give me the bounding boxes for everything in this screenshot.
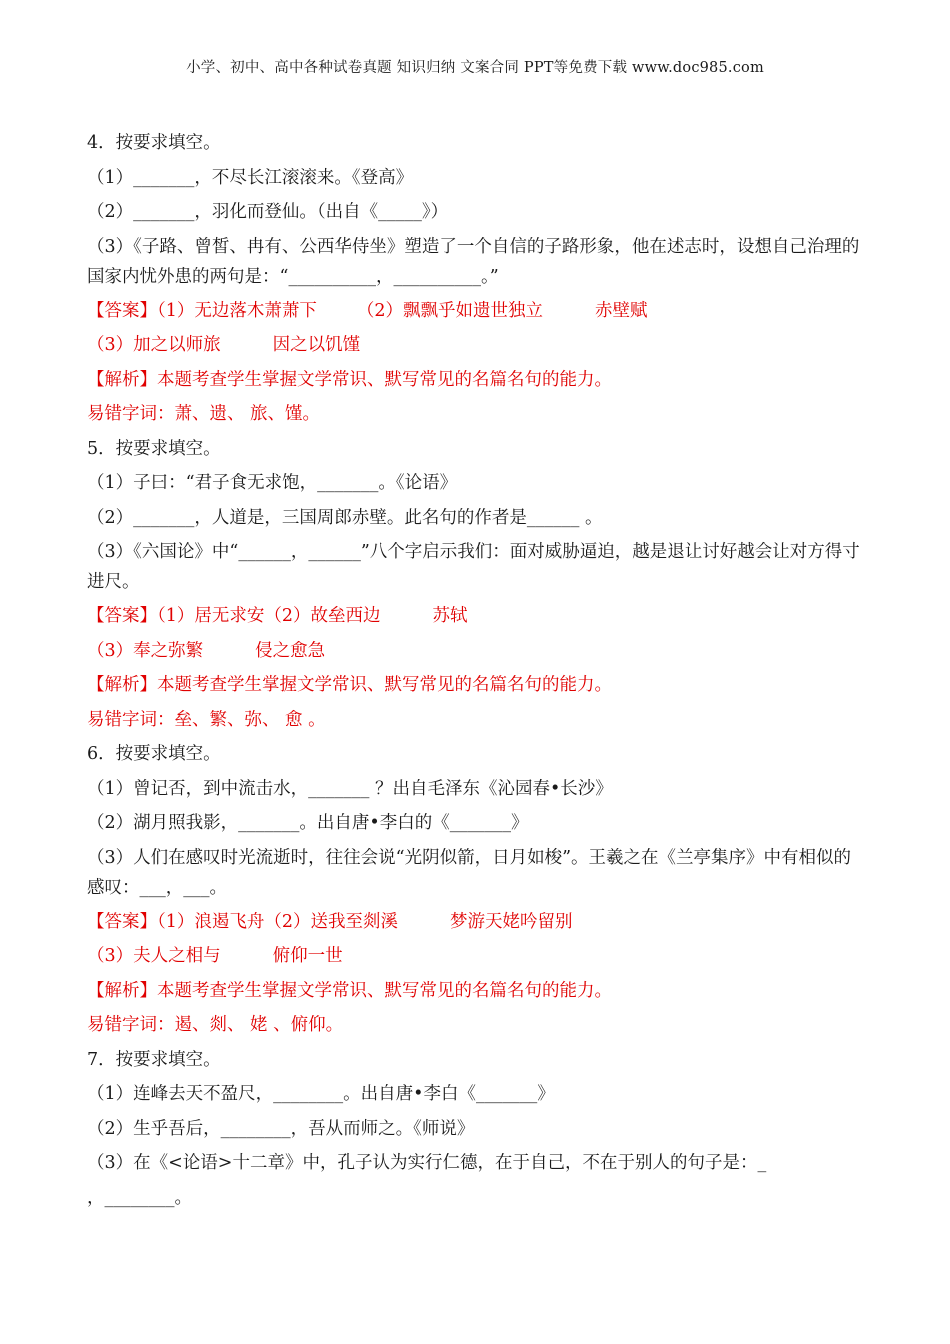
q4-answer-cont <box>87 328 867 363</box>
q6-item-3: （3）人们在感叹时光流逝时，往往会说“光阴似箭，日月如梭”。王羲之在《兰亭集序》中有相似的感叹：___，___。 <box>87 847 852 898</box>
q6-typo: 易错字词：遏、剡、 姥 、俯仰。 <box>87 1015 344 1035</box>
q4-item-3: （3）《子路、曾皙、冉有、公西华侍坐》塑造了一个自信的子路形象，他在述志时，设想自己治理的国家内忧外患的两句是：“__________，__________。” <box>87 236 860 287</box>
q6-title: 6．按要求填空。 <box>87 744 221 764</box>
q5-item-3: （3）《六国论》中“______，______”八个字启示我们：面对威胁逼迫，越是退让讨好越会让对方得寸进尺。 <box>87 542 860 592</box>
answer-2: 苏轼 <box>432 606 468 626</box>
q4-analysis: 【解析】本题考查学生掌握文学常识、默写常见的名篇名句的能力。 <box>87 369 612 390</box>
q4-answer <box>87 294 867 329</box>
q6-item-2: （2）湖月照我影，_______。出自唐•李白的《_______》 <box>87 813 529 833</box>
q5-item-2: （2）_______，人道是，三国周郎赤壁。此名句的作者是______ 。 <box>87 507 603 528</box>
q5-answer-cont <box>87 634 867 669</box>
answer-tag: 【答案】 <box>87 606 157 626</box>
q7-item-3-cont: ，________。 <box>87 1187 192 1208</box>
q4-title: 4．按要求填空。 <box>87 133 221 153</box>
answer-tag: 【答案】 <box>87 300 157 321</box>
q4-item-2: （2）_______，羽化而登仙。（出自《_____》） <box>87 202 449 222</box>
q5-analysis: 【解析】本题考查学生掌握文学常识、默写常见的名篇名句的能力。 <box>87 675 612 695</box>
q7-title: 7．按要求填空。 <box>87 1049 221 1070</box>
answer-1: （1）浪遏飞舟（2）送我至剡溪 <box>157 911 399 932</box>
q7-item-2: （2）生乎吾后，________，吾从而师之。《师说》 <box>87 1118 475 1139</box>
q6-analysis: 【解析】本题考查学生掌握文学常识、默写常见的名篇名句的能力。 <box>87 980 612 1001</box>
page-header: 小学、初中、高中各种试卷真题 知识归纳 文案合同 PPT等免费下载 www.doc985.com <box>186 60 764 76</box>
q6-item-1: （1）曾记否，到中流击水，_______ ？出自毛泽东《沁园春•长沙》 <box>87 778 613 799</box>
q5-answer <box>87 599 867 634</box>
document-body <box>87 126 867 1215</box>
q6-answer-cont <box>87 939 867 974</box>
q5-item-1: （1）子曰：“君子食无求饱，_______。《论语》 <box>87 473 458 493</box>
q5-title: 5．按要求填空。 <box>87 438 221 459</box>
answer-3: （3）奉之弥繁 <box>87 640 204 661</box>
answer-2: 梦游天姥吟留别 <box>450 911 573 932</box>
q7-item-3: （3）在《<论语>十二章》中，孔子认为实行仁德，在于自己，不在于别人的句子是：_ <box>87 1153 767 1173</box>
q4-typo: 易错字词：萧、遗、 旅、馑。 <box>87 404 321 424</box>
answer-1: （1）居无求安（2）故垒西边 <box>157 606 381 626</box>
q5-typo: 易错字词：垒、繁、弥、 愈 。 <box>87 709 326 730</box>
answer-1: （1）无边落木萧萧下 <box>157 300 317 321</box>
answer-2: （2）飘飘乎如遗世独立 <box>356 300 544 321</box>
q7-item-1: （1）连峰去天不盈尺，________。出自唐•李白《_______》 <box>87 1084 555 1104</box>
answer-3: （3）夫人之相与 <box>87 946 221 966</box>
q4-item-1: （1）_______，不尽长江滚滚来。《登高》 <box>87 167 414 188</box>
q6-answer <box>87 905 867 940</box>
answer-3: 赤壁赋 <box>595 300 648 321</box>
answer-4: （3）加之以师旅 <box>87 335 221 355</box>
answer-5: 因之以饥馑 <box>272 335 361 355</box>
answer-4: 侵之愈急 <box>255 640 326 661</box>
answer-tag: 【答案】 <box>87 911 157 932</box>
answer-4: 俯仰一世 <box>272 946 343 966</box>
